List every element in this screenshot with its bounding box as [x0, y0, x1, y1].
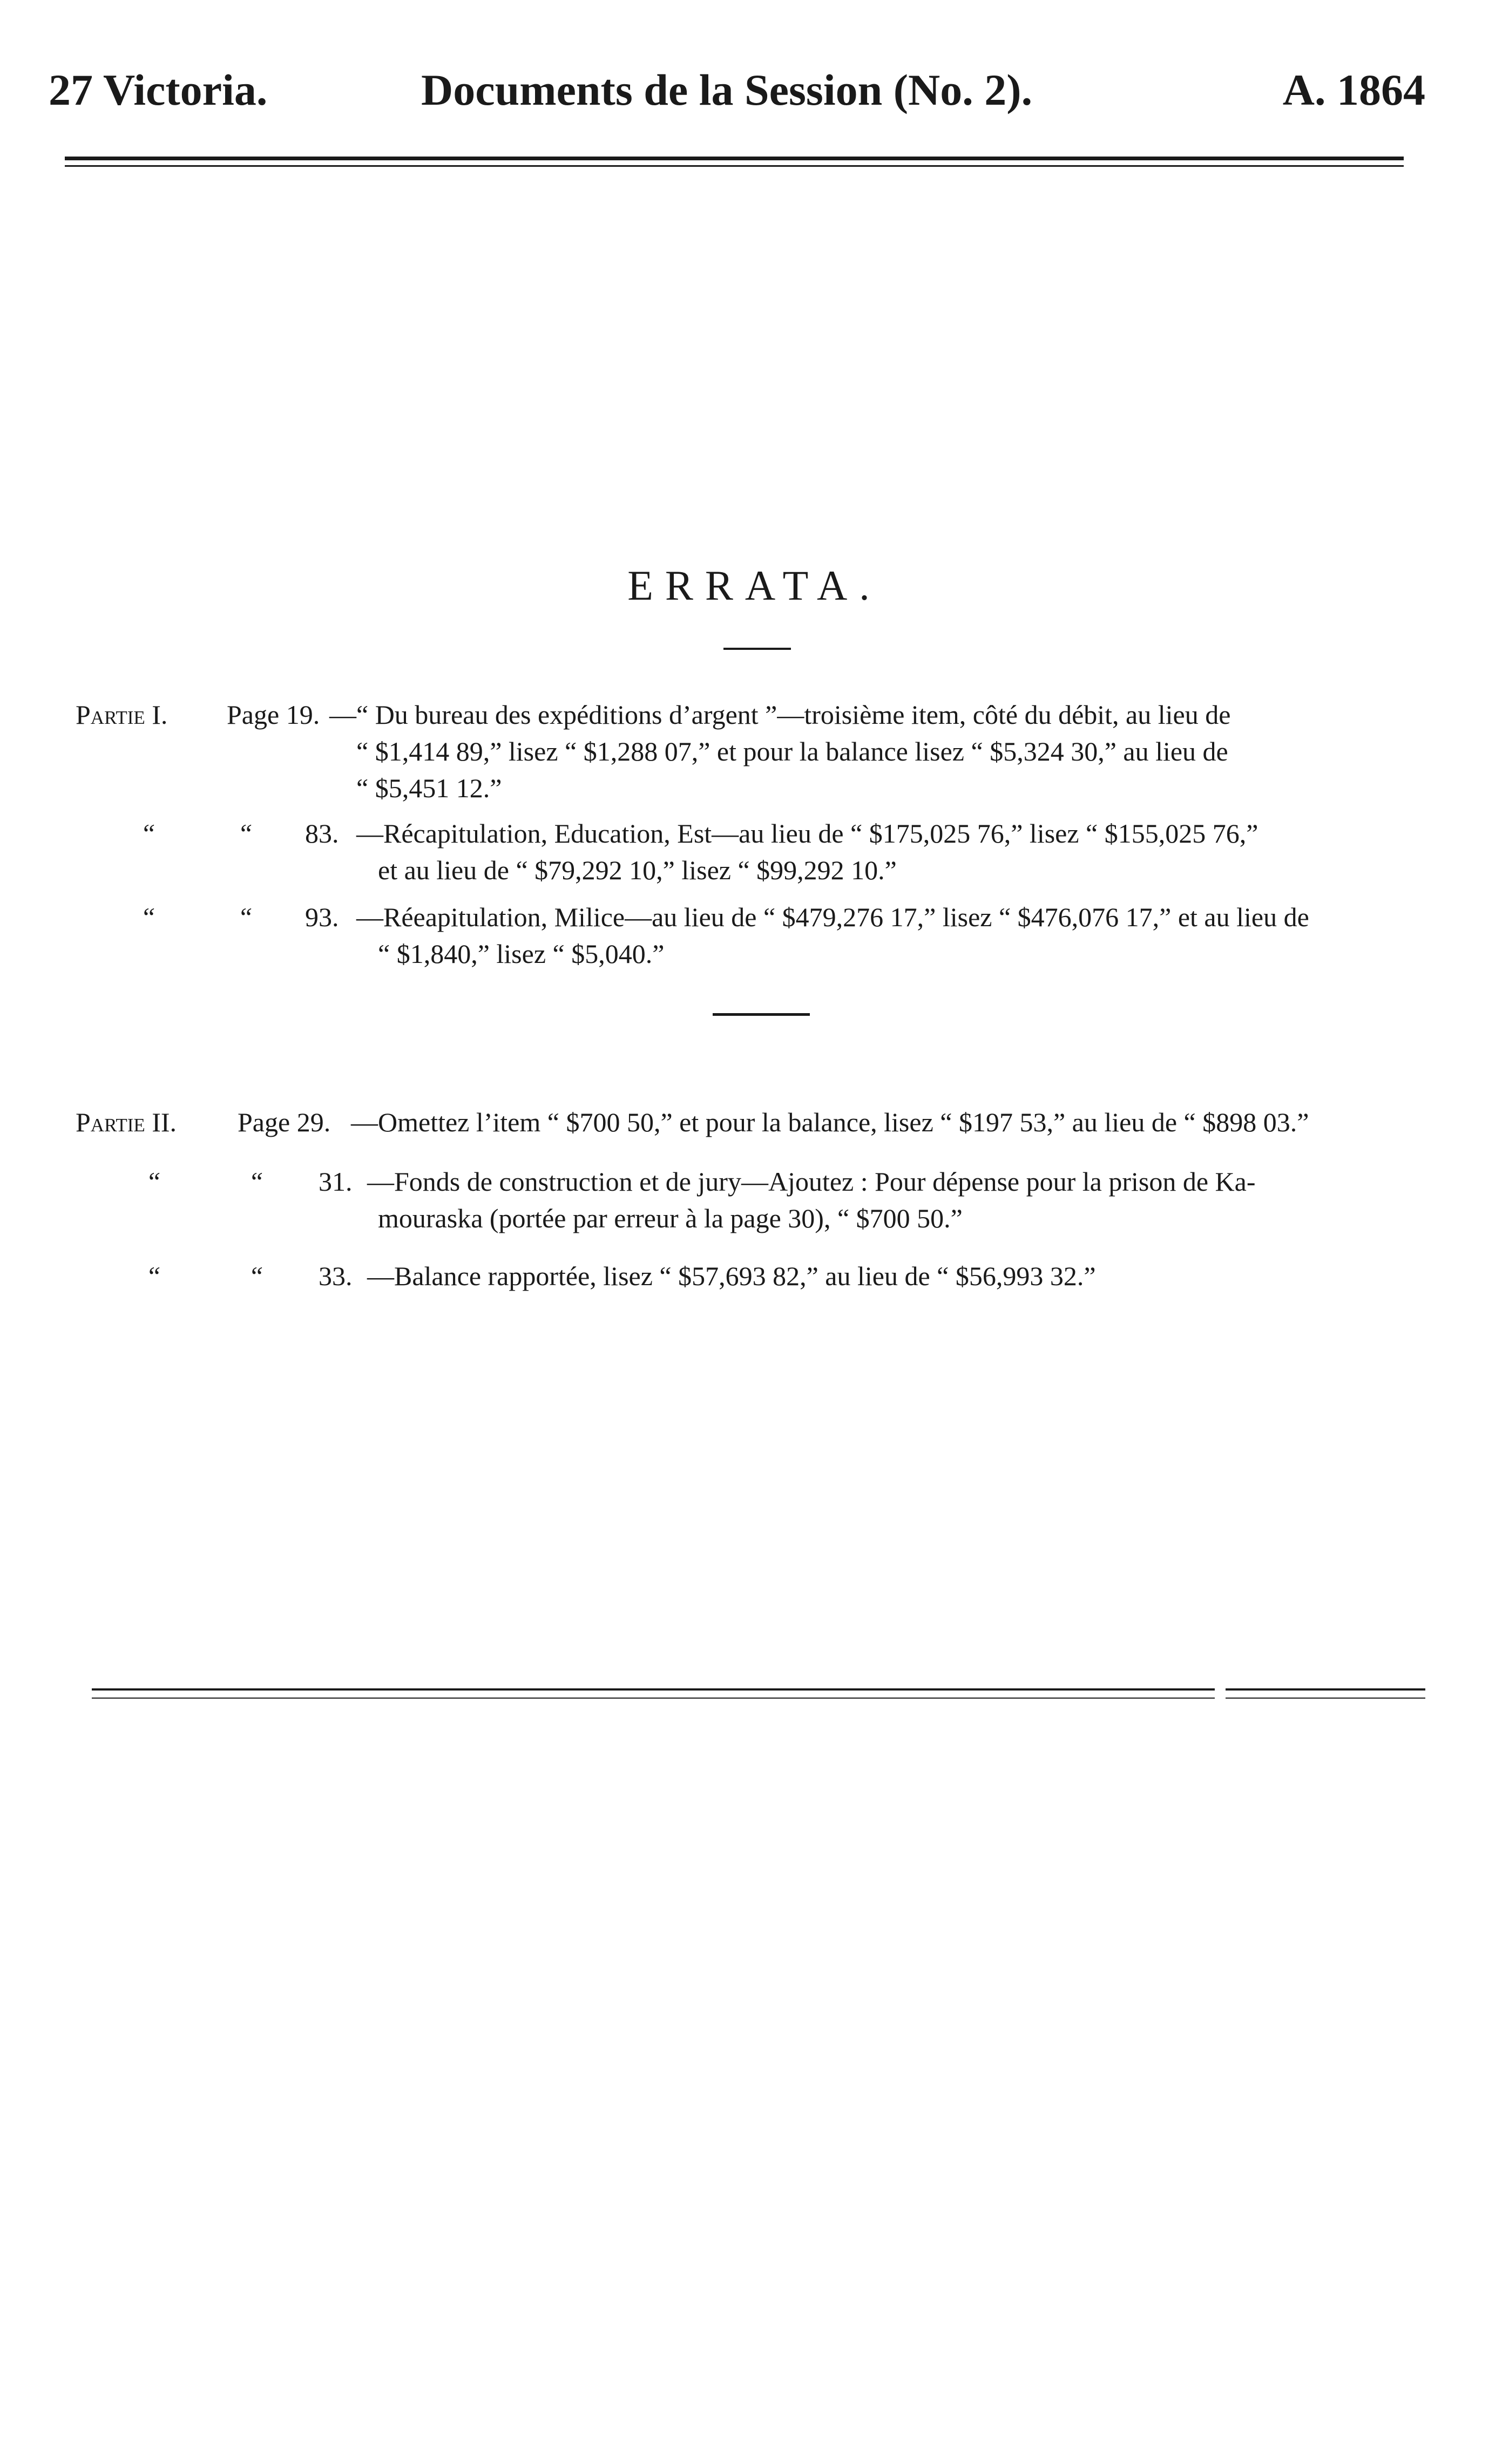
footer-rule-thin — [92, 1698, 1215, 1699]
erratum-line: “ $1,414 89,” lisez “ $1,288 07,” et pour la balance lisez “ $5,324 30,” au lieu de — [356, 736, 1228, 766]
page-reference: Page 29. — [238, 1107, 331, 1137]
page-reference: 83. — [305, 818, 339, 849]
erratum-line: mouraska (portée par erreur à la page 30), “ $700 50.” — [378, 1203, 963, 1233]
footer-rule-thick-short — [1226, 1688, 1425, 1691]
ditto-mark-page: “ — [248, 1166, 263, 1197]
ditto-mark-part: “ — [146, 1261, 161, 1291]
ditto-mark-page: “ — [248, 1261, 263, 1291]
erratum-line: —Réeapitulation, Milice—au lieu de “ $479,276 17,” lisez “ $476,076 17,” et au lieu de — [356, 902, 1309, 932]
footer-rule-thin-short — [1226, 1698, 1425, 1699]
header-document-title: Documents de la Session (No. 2). — [421, 65, 1033, 114]
header-session: 27 Victoria. — [49, 65, 268, 114]
page-reference: Page 19. — [227, 700, 320, 730]
page-reference: 31. — [319, 1166, 353, 1197]
ditto-mark-part: “ — [140, 902, 155, 932]
header-rule-thin — [65, 165, 1404, 167]
ditto-mark-part: “ — [146, 1166, 161, 1197]
page-reference: 93. — [305, 902, 339, 932]
section-divider — [713, 1013, 810, 1016]
erratum-line: et au lieu de “ $79,292 10,” lisez “ $99,292 10.” — [378, 855, 897, 885]
part-label: Partie I. — [76, 700, 168, 730]
header-rule-thick — [65, 157, 1404, 160]
erratum-line: —Fonds de construction et de jury—Ajoutez : Pour dépense pour la prison de Ka- — [367, 1166, 1256, 1197]
header-year: A. 1864 — [1282, 65, 1425, 114]
erratum-line: —Balance rapportée, lisez “ $57,693 82,” au lieu de “ $56,993 32.” — [367, 1261, 1096, 1291]
page-reference: 33. — [319, 1261, 353, 1291]
erratum-line: —Omettez l’item “ $700 50,” et pour la balance, lisez “ $197 53,” au lieu de “ $898 03.” — [351, 1107, 1309, 1137]
part-label: Partie II. — [76, 1107, 177, 1137]
footer-rule-thick — [92, 1688, 1215, 1691]
page-title: ERRATA. — [627, 562, 882, 609]
ditto-mark-page: “ — [238, 818, 253, 849]
erratum-line: —Récapitulation, Education, Est—au lieu de “ $175,025 76,” lisez “ $155,025 76,” — [356, 818, 1258, 849]
title-divider — [723, 648, 791, 650]
erratum-line: “ $1,840,” lisez “ $5,040.” — [378, 939, 665, 969]
running-header — [49, 65, 1425, 124]
ditto-mark-page: “ — [238, 902, 253, 932]
erratum-line: —“ Du bureau des expéditions d’argent ”—troisième item, côté du débit, au lieu de — [329, 700, 1231, 730]
ditto-mark-part: “ — [140, 818, 155, 849]
erratum-line: “ $5,451 12.” — [356, 773, 502, 803]
